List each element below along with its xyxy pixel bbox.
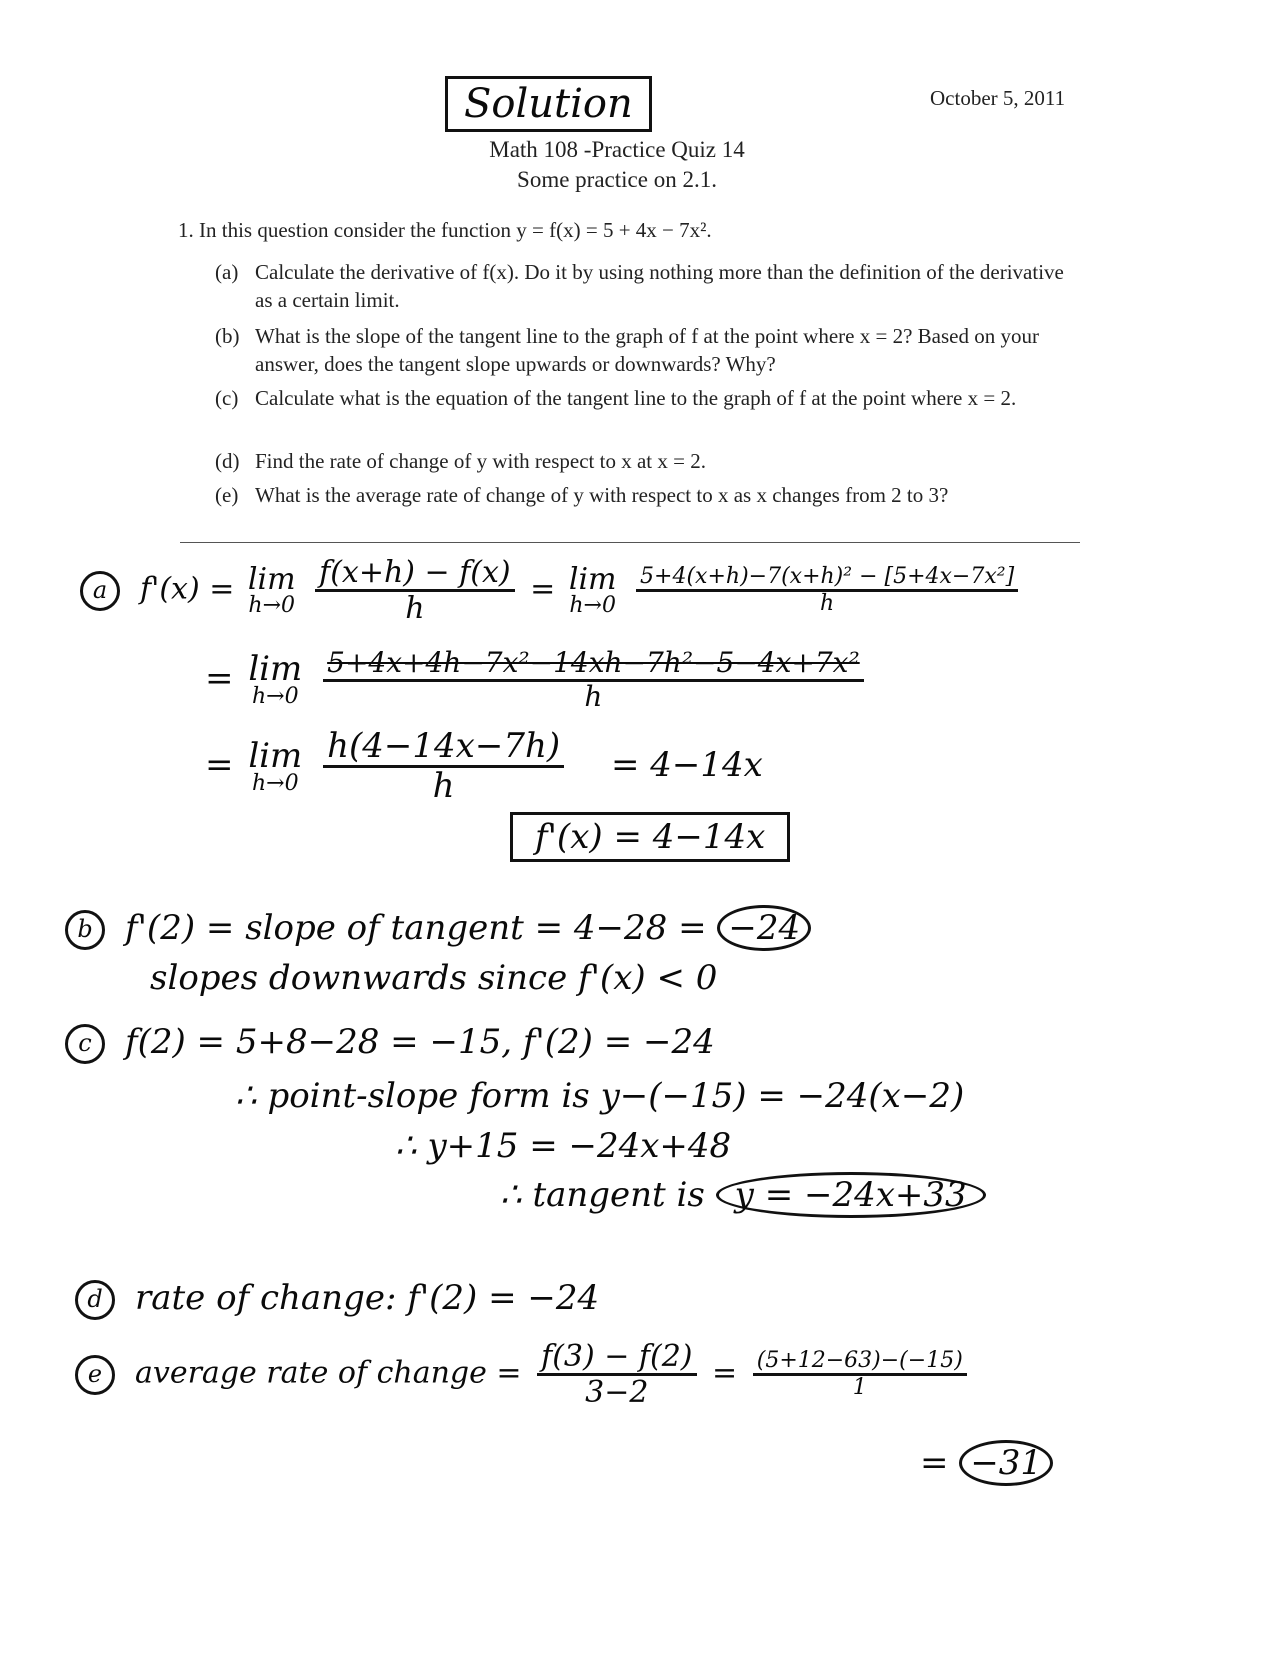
solution-e-result: = −31 bbox=[920, 1440, 1053, 1486]
solution-a-line1 bbox=[80, 556, 1024, 625]
answer-circle: −31 bbox=[959, 1440, 1053, 1486]
limit: lim h→0 bbox=[568, 561, 617, 618]
part-text: What is the slope of the tangent line to the graph of f at the point where x = 2? Based on your answer, does the tangent slope upwards or downwards? Why? bbox=[255, 324, 1039, 376]
limit: lim h→0 bbox=[247, 561, 296, 618]
solution-a-line2: = lim h→0 $\frac{\text{5+4x+4h−7x²−14xh−7h²−5−4x+7x²}}{h}$ bbox=[205, 648, 870, 713]
part-label: (d) bbox=[215, 449, 240, 473]
equals: = bbox=[530, 571, 556, 607]
solution-c-line4: ∴ tangent is y = −24x+33 bbox=[500, 1172, 986, 1218]
part-mark-c: c bbox=[65, 1024, 105, 1064]
solution-c-line3: ∴ y+15 = −24x+48 bbox=[395, 1126, 732, 1166]
question-part-d bbox=[215, 447, 1085, 475]
part-mark-e: e bbox=[75, 1355, 115, 1395]
solution-a-line3: = lim h→0 $\frac{h(4-14x-7h)}{h}$ = 4−14x bbox=[205, 726, 763, 807]
lhs: f'(x) = bbox=[140, 571, 235, 607]
solution-b-line1: b f'(2) = slope of tangent = 4−28 = −24 bbox=[65, 905, 811, 951]
divider bbox=[180, 542, 1080, 543]
question-part-e bbox=[215, 481, 1085, 509]
solution-c-line2: ∴ point-slope form is y−(−15) = −24(x−2) bbox=[235, 1076, 965, 1116]
expanded-numerator: $\frac{\text{5+4x+4h−7x²−14xh−7h²−5−4x+7x²}}{h}$ bbox=[323, 648, 864, 713]
part-text: Calculate what is the equation of the tangent line to the graph of f at the point where x = 2. bbox=[255, 386, 1017, 410]
page-title: Math 108 -Practice Quiz 14 bbox=[489, 137, 745, 162]
part-label: (a) bbox=[215, 260, 239, 284]
solution-c-line1: c f(2) = 5+8−28 = −15, f'(2) = −24 bbox=[65, 1022, 715, 1064]
part-mark-a: a bbox=[80, 571, 120, 611]
solution-stamp: Solution bbox=[445, 76, 652, 132]
difference-quotient: $\frac{f(x+h) - f(x)}{h}$ bbox=[315, 556, 515, 625]
part-text: Find the rate of change of y with respect to x at x = 2. bbox=[255, 449, 706, 473]
part-mark-b: b bbox=[65, 910, 105, 950]
solution-b-line2: slopes downwards since f'(x) < 0 bbox=[150, 958, 718, 998]
factored-quotient: $\frac{h(4-14x-7h)}{h}$ bbox=[323, 728, 564, 806]
answer-circle: y = −24x+33 bbox=[716, 1172, 986, 1218]
question-part-a bbox=[215, 258, 1085, 314]
part-label: (e) bbox=[215, 483, 239, 507]
average-rate-quotient: $\frac{f(3) - f(2)}{3-2}$ bbox=[537, 1340, 696, 1409]
part-text: Calculate the derivative of f(x). Do it by using nothing more than the definition of the derivative as a certain limit. bbox=[255, 260, 1064, 312]
limit: lim h→0 bbox=[248, 649, 303, 710]
answer-circle: −24 bbox=[717, 905, 811, 951]
part-mark-d: d bbox=[75, 1280, 115, 1320]
solution-e-line1: e average rate of change = $\frac{f(3) - f(2)}{3-2}$ = $\frac{(5+12-63)-(-15)}{1}$ bbox=[75, 1340, 973, 1409]
date: October 5, 2011 bbox=[930, 86, 1066, 110]
average-rate-values: $\frac{(5+12-63)-(-15)}{1}$ bbox=[753, 1349, 967, 1400]
question-part-b bbox=[215, 322, 1085, 378]
part-label: (c) bbox=[215, 386, 239, 410]
solution-d-line1: d rate of change: f'(2) = −24 bbox=[75, 1278, 599, 1320]
page-subtitle: Some practice on 2.1. bbox=[517, 167, 717, 192]
part-text: What is the average rate of change of y with respect to x as x changes from 2 to 3? bbox=[255, 483, 949, 507]
expanded-quotient: $\frac{\text{5+4(x+h)−7(x+h)² − [5+4x−7x²]}}{h}$ bbox=[636, 565, 1018, 616]
limit: lim h→0 bbox=[248, 735, 303, 796]
question-part-c bbox=[215, 384, 1085, 412]
question-intro: 1. In this question consider the function y = f(x) = 5 + 4x − 7x². bbox=[178, 218, 712, 242]
solution-a-boxed-answer: f'(x) = 4−14x bbox=[510, 812, 790, 862]
part-label: (b) bbox=[215, 324, 240, 348]
